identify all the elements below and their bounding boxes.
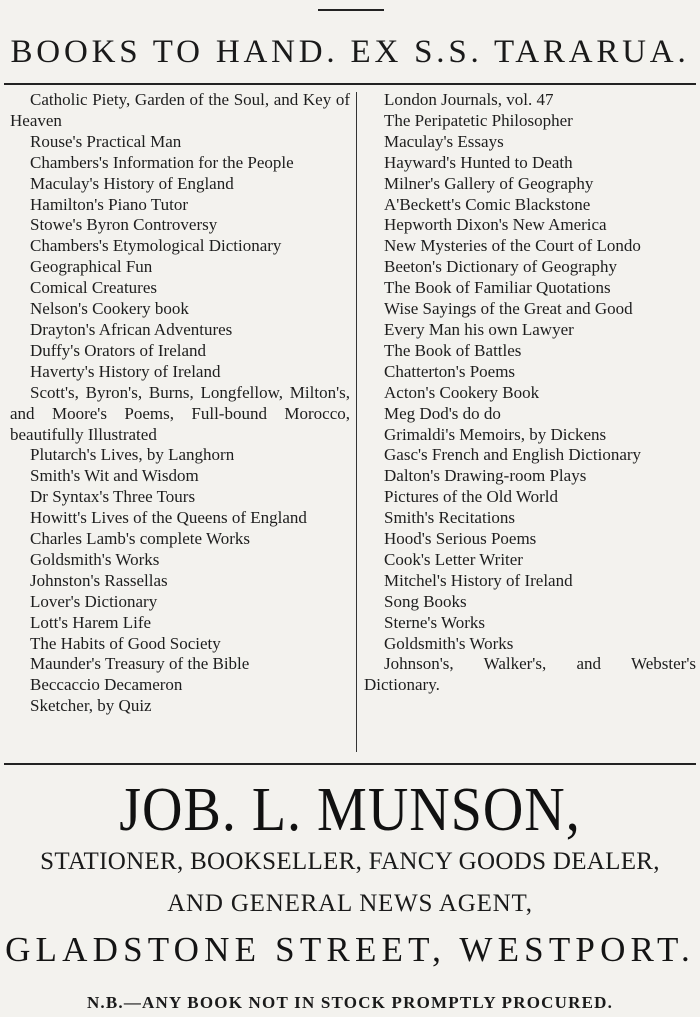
- list-item: Chambers's Information for the People: [30, 152, 294, 172]
- list-item: Comical Creatures: [30, 278, 157, 298]
- list-item: Grimaldi's Memoirs, by Dickens: [384, 424, 607, 444]
- advertiser-name: JOB. L. MUNSON,: [119, 775, 581, 845]
- agent-line: AND GENERAL NEWS AGENT,: [167, 890, 533, 917]
- book-list-left: [10, 90, 350, 717]
- list-item: London Journals, vol. 47: [384, 90, 554, 109]
- list-item: Wise Sayings of the Great and Good: [384, 299, 633, 319]
- list-item: Lott's Harem Life: [30, 612, 152, 632]
- list-item: A'Beckett's Comic Blackstone: [384, 194, 591, 214]
- list-item: Dr Syntax's Three Tours: [30, 487, 196, 507]
- list-item: Nelson's Cookery book: [30, 299, 189, 319]
- list-item: Maculay's History of England: [30, 173, 234, 193]
- list-item: Johnson's, Walker's, and Webster's Dictionary.: [364, 654, 696, 695]
- trade-line: STATIONER, BOOKSELLER, FANCY GOODS DEALER,: [40, 848, 660, 875]
- list-item: The Book of Battles: [384, 340, 522, 360]
- list-item: Maculay's Essays: [384, 131, 504, 151]
- book-list-right: [364, 90, 696, 696]
- list-item: Plutarch's Lives, by Langhorn: [30, 445, 235, 465]
- list-item: Goldsmith's Works: [384, 633, 514, 653]
- list-item: Chambers's Etymological Dictionary: [30, 236, 282, 256]
- list-item: Haverty's History of Ireland: [30, 361, 221, 381]
- footnote: N.B.—ANY BOOK NOT IN STOCK PROMPTLY PROCURED.: [86, 993, 614, 1012]
- list-item: Maunder's Treasury of the Bible: [30, 654, 250, 674]
- list-item: Geographical Fun: [30, 257, 153, 277]
- list-item: Gasc's French and English Dictionary: [384, 445, 642, 465]
- list-item: Hayward's Hunted to Death: [384, 152, 573, 172]
- list-item: Drayton's African Adventures: [30, 319, 233, 339]
- column-divider: [356, 92, 357, 752]
- list-item: Johnston's Rassellas: [30, 570, 168, 590]
- business-address: GLADSTONE STREET, WESTPORT.: [5, 930, 695, 969]
- list-item: Charles Lamb's complete Works: [30, 529, 250, 549]
- section-rule: [4, 763, 696, 765]
- list-item: Smith's Recitations: [384, 508, 516, 528]
- list-item: Scott's, Byron's, Burns, Longfellow, Milton's, and Moore's Poems, Full-bound Morocco, beautifully Illustrated: [10, 382, 350, 444]
- list-item: Lover's Dictionary: [30, 591, 158, 611]
- list-item: Duffy's Orators of Ireland: [30, 340, 207, 360]
- top-rule: [318, 9, 384, 11]
- list-item: Hamilton's Piano Tutor: [30, 194, 188, 214]
- list-item: Hood's Serious Poems: [384, 529, 537, 549]
- list-item: Dalton's Drawing-room Plays: [384, 466, 587, 486]
- advertisement-heading: BOOKS TO HAND. EX S.S. TARARUA.: [10, 34, 690, 70]
- list-item: Smith's Wit and Wisdom: [30, 466, 199, 486]
- list-item: New Mysteries of the Court of Londo: [384, 236, 641, 256]
- list-item: Beccaccio Decameron: [30, 675, 183, 695]
- list-item: Milner's Gallery of Geography: [384, 173, 594, 193]
- list-item: Mitchel's History of Ireland: [384, 570, 573, 590]
- list-item: The Peripatetic Philosopher: [384, 110, 573, 130]
- list-item: Catholic Piety, Garden of the Soul, and Key of Heaven: [10, 90, 350, 130]
- list-item: Cook's Letter Writer: [384, 549, 523, 569]
- list-item: Pictures of the Old World: [384, 487, 558, 507]
- list-item: Sterne's Works: [384, 612, 486, 632]
- list-item: Sketcher, by Quiz: [30, 696, 152, 716]
- heading-rule: [4, 83, 696, 85]
- list-item: The Habits of Good Society: [30, 633, 221, 653]
- list-item: The Book of Familiar Quotations: [384, 278, 611, 298]
- list-item: Beeton's Dictionary of Geography: [384, 257, 617, 277]
- list-item: Every Man his own Lawyer: [384, 319, 574, 339]
- list-item: Meg Dod's do do: [384, 403, 501, 423]
- list-item: Hepworth Dixon's New America: [384, 215, 607, 235]
- list-item: Chatterton's Poems: [384, 361, 516, 381]
- list-item: Howitt's Lives of the Queens of England: [30, 508, 307, 528]
- list-item: Stowe's Byron Controversy: [30, 215, 218, 235]
- list-item: Acton's Cookery Book: [384, 382, 540, 402]
- list-item: Goldsmith's Works: [30, 549, 160, 569]
- list-item: Rouse's Practical Man: [30, 131, 182, 151]
- list-item: Song Books: [384, 591, 467, 611]
